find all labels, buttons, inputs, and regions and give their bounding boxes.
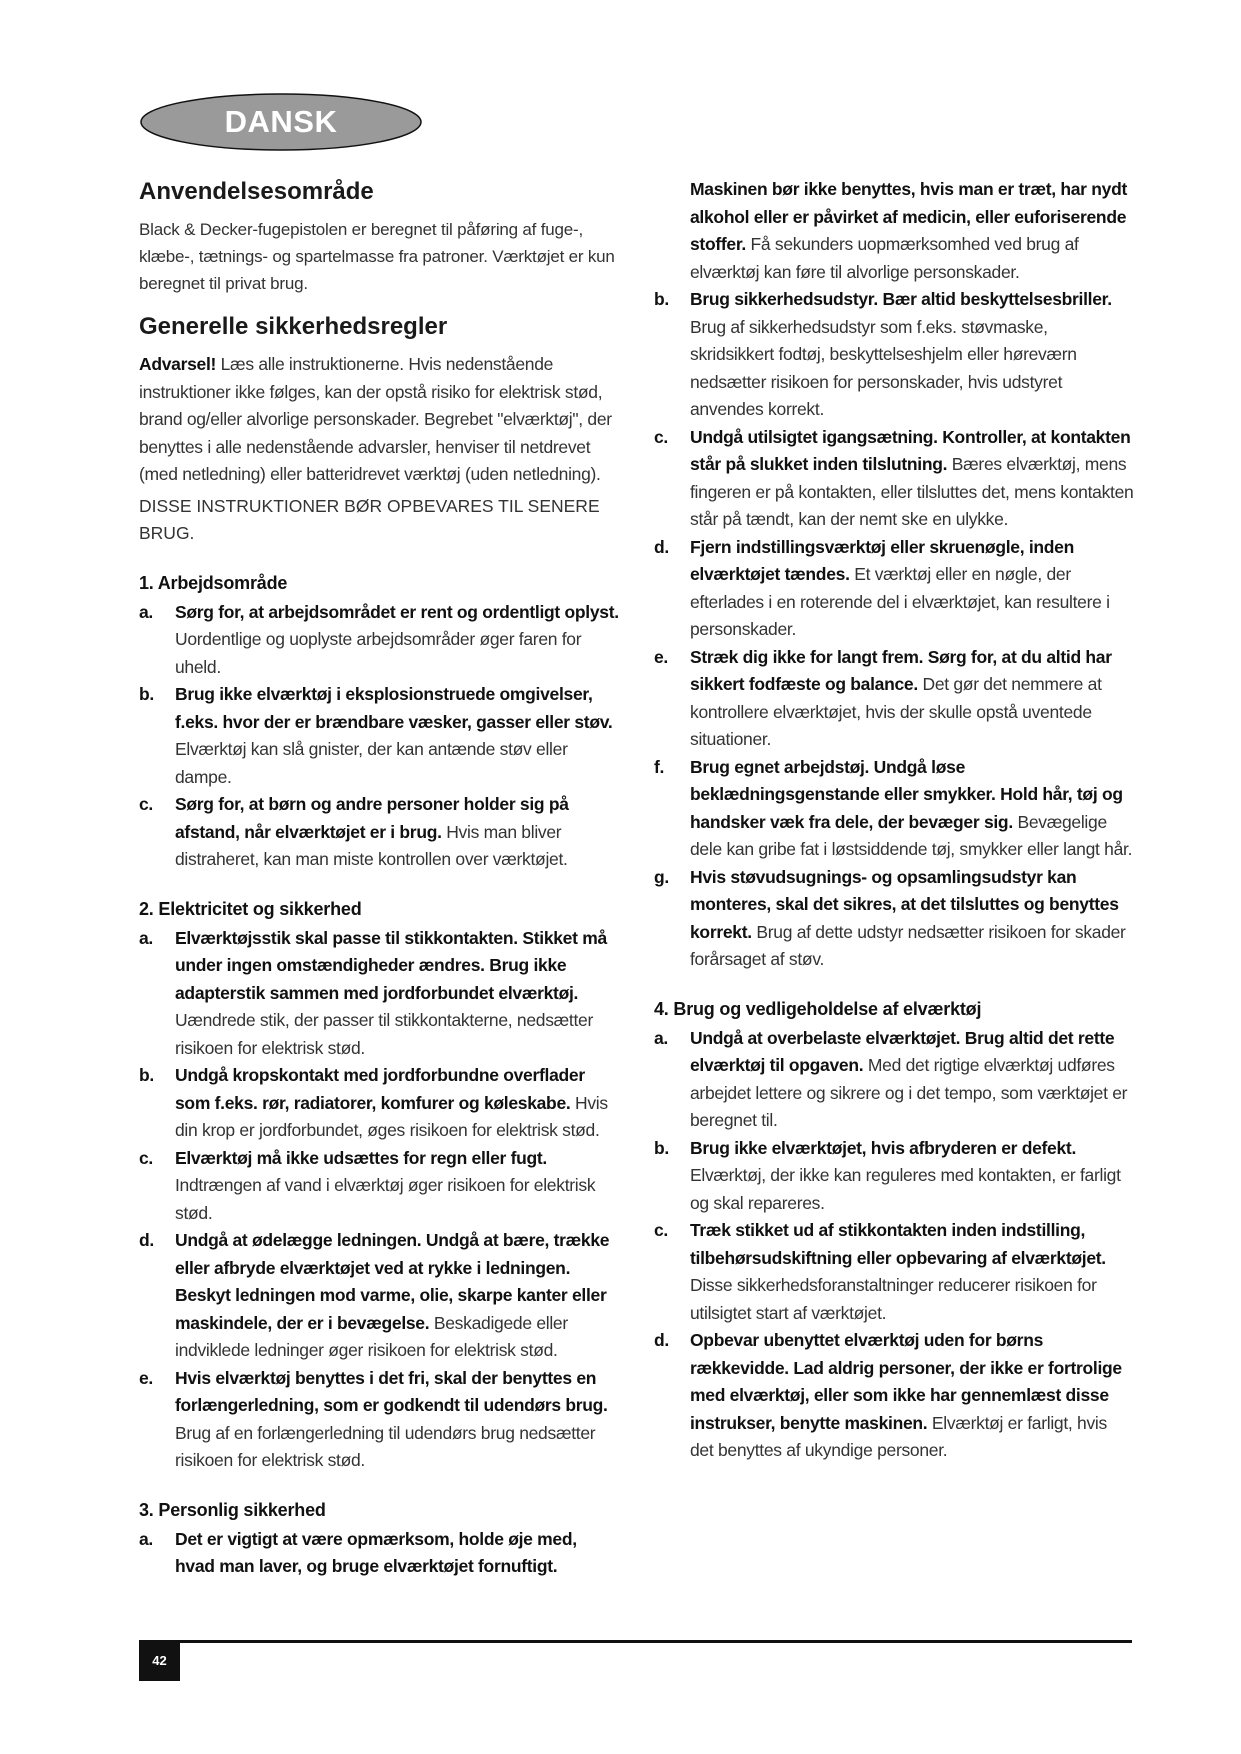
item-bold: Hvis støvudsugnings- og opsamlingsudstyr kan monteres, skal det sikres, at det tilsluttes og benyttes korrekt. — [690, 866, 1119, 942]
warning-paragraph — [139, 351, 619, 489]
section-4-title: 4. Brug og vedligeholdelse af elværktøj — [654, 998, 982, 1019]
item-label: c. — [654, 426, 668, 447]
item-text: Uændrede stik, der passer til stikkontakterne, nedsætter risikoen for elektrisk stød. — [175, 1010, 593, 1058]
section-1-list — [139, 599, 619, 874]
list-item — [139, 791, 619, 874]
list-item — [654, 754, 1134, 864]
list-item — [654, 1135, 1134, 1218]
item-label: e. — [654, 646, 668, 667]
item-bold: Hvis elværktøj benyttes i det fri, skal der benyttes en forlængerledning, som er godkendt til udendørs brug. — [175, 1367, 608, 1415]
list-item — [139, 1227, 619, 1365]
item-text: Beskadigede eller indviklede ledninger øger risikoen for elektrisk stød. — [175, 1312, 568, 1360]
footer-rule — [139, 1640, 1132, 1643]
item-label: b. — [139, 684, 154, 704]
section-1-title: 1. Arbejdsområde — [139, 572, 288, 593]
item-bold: Sørg for, at børn og andre personer holder sig på afstand, når elværktøjet er i brug. — [175, 794, 569, 842]
item-text: Disse sikkerhedsforanstaltninger reducerer risikoen for utilsigtet start af værktøjet. — [690, 1275, 1097, 1323]
item-label: b. — [139, 1065, 154, 1085]
item-label: g. — [654, 866, 669, 887]
item-label: d. — [654, 536, 669, 557]
list-item — [654, 1025, 1134, 1135]
section-3-continued — [654, 176, 1134, 286]
item-bold: Undgå at ødelægge ledningen. Undgå at bære, trække eller afbryde elværktøjet ved at rykke i ledningen. Beskyt ledningen mod varme, olie, skarpe kanter eller maskindele, der er i bevægelse. — [175, 1230, 610, 1333]
item-label: b. — [654, 1137, 669, 1158]
item-bold: Træk stikket ud af stikkontakten inden indstilling, tilbehørsudskiftning eller opbevaring af elværktøjet. — [690, 1220, 1106, 1268]
heading-use: Anvendelsesområde — [139, 178, 374, 205]
item-text: Elværktøj kan slå gnister, der kan antænde støv eller dampe. — [175, 739, 568, 787]
keep-instructions: DISSE INSTRUKTIONER BØR OPBEVARES TIL SENERE BRUG. — [139, 495, 600, 543]
item-text: Hvis man bliver distraheret, kan man miste kontrollen over værktøjet. — [175, 821, 568, 869]
warning-label: Advarsel! — [139, 354, 217, 374]
heading-safety: Generelle sikkerhedsregler — [139, 313, 448, 340]
item-bold: Opbevar ubenyttet elværktøj uden for børns rækkevidde. Lad aldrig personer, der ikke er fortrolige med elværktøj, eller som ikke har gennemlæst disse instrukser, benytte maskinen. — [690, 1330, 1122, 1433]
list-item — [654, 1217, 1134, 1327]
item-text: Brug af dette udstyr nedsætter risikoen for skader forårsaget af støv. — [690, 921, 1126, 969]
item-label: c. — [654, 1220, 668, 1240]
list-item — [654, 864, 1134, 974]
item-bold: Undgå kropskontakt med jordforbundne overflader som f.eks. rør, radiatorer, komfurer og køleskabe. — [175, 1065, 585, 1113]
item-bold: Brug ikke elværktøjet, hvis afbryderen er defekt. — [690, 1137, 1077, 1158]
list-item — [139, 1145, 619, 1228]
item-text: Indtrængen af vand i elværktøj øger risikoen for elektrisk stød. — [175, 1175, 596, 1223]
item-label: e. — [139, 1367, 153, 1388]
item-text: Elværktøj er farligt, hvis det benyttes af ukyndige personer. — [690, 1412, 1107, 1460]
item-bold: Fjern indstillingsværktøj eller skruenøgle, inden elværktøjet tændes. — [690, 536, 1074, 584]
language-label: DANSK — [224, 104, 338, 139]
use-text: Black & Decker-fugepistolen er beregnet til påføring af fuge-, klæbe-, tætnings- og spartelmasse fra patroner. Værktøjet er kun beregnet til privat brug. — [139, 220, 615, 293]
list-item — [139, 681, 619, 791]
item-text: Bæres elværktøj, mens fingeren er på kontakten, eller tilsluttes det, mens kontakten står på tændt, kan der nemt ske en ulykke. — [690, 454, 1134, 529]
item-label: a. — [654, 1027, 668, 1048]
item-label: a. — [139, 927, 153, 948]
item-bold: Brug egnet arbejdstøj. Undgå løse beklædningsgenstande eller smykker. Hold hår, tøj og handsker væk fra dele, der bevæger sig. — [690, 756, 1123, 832]
list-item — [139, 1365, 619, 1475]
item-text: Et værktøj eller en nøgle, der efterlades i en roterende del i elværktøjet, kan resultere i personskader. — [690, 564, 1110, 639]
item-bold: Undgå utilsigtet igangsætning. Kontroller, at kontakten står på slukket inden tilslutning. — [690, 426, 1131, 474]
section-2-list — [139, 925, 619, 1475]
item-bold: Det er vigtigt at være opmærksom, holde øje med, hvad man laver, og bruge elværktøjet fornuftigt. — [175, 1528, 577, 1576]
item-bold: Stræk dig ikke for langt frem. Sørg for, at du altid har sikkert fodfæste og balance. — [690, 646, 1112, 694]
warning-text: Læs alle instruktionerne. Hvis nedenstående instruktioner ikke følges, kan der opstå risiko for elektrisk stød, brand og/eller alvorlige personskader. Begrebet "elværktøj", der benyttes i alle nedenstående advarsler, henviser til netdrevet (med netledning) eller batteridrevet værktøj (uden netledning). — [139, 354, 612, 484]
item-text: Med det rigtige elværktøj udføres arbejdet lettere og sikrere og i det tempo, som værktøjet er beregnet til. — [690, 1055, 1128, 1130]
list-item — [654, 644, 1134, 754]
list-item — [654, 534, 1134, 644]
item-bold: Brug ikke elværktøj i eksplosionstruede omgivelser, f.eks. hvor der er brændbare væsker, gasser eller støv. — [175, 684, 613, 732]
item-bold: Brug sikkerhedsudstyr. Bær altid beskyttelsesbriller. — [690, 289, 1112, 309]
list-item — [139, 1526, 619, 1581]
item-bold: Elværktøj må ikke udsættes for regn eller fugt. — [175, 1147, 547, 1168]
item-bold: Sørg for, at arbejdsområdet er rent og ordentligt oplyst. — [175, 601, 619, 622]
item-bold: Undgå at overbelaste elværktøjet. Brug altid det rette elværktøj til opgaven. — [690, 1027, 1115, 1075]
list-item — [654, 1327, 1134, 1465]
item-text: Det gør det nemmere at kontrollere elværktøjet, hvis der skulle opstå uventede situationer. — [690, 674, 1102, 749]
list-item — [654, 286, 1134, 424]
item-label: d. — [654, 1330, 669, 1350]
item-text: Uordentlige og uoplyste arbejdsområder øger faren for uheld. — [175, 629, 582, 677]
right-column — [654, 176, 1134, 1465]
left-column — [139, 178, 619, 1581]
page-number: 42 — [139, 1641, 180, 1681]
section-3-list — [139, 1526, 619, 1581]
list-item — [139, 925, 619, 1063]
list-item — [654, 424, 1134, 534]
item-text: Få sekunders uopmærksomhed ved brug af elværktøj kan føre til alvorlige personskader. — [690, 234, 1079, 282]
list-item — [139, 599, 619, 682]
item-label: b. — [654, 289, 669, 309]
list-item — [139, 1062, 619, 1145]
item-bold: Elværktøjsstik skal passe til stikkontakten. Stikket må under ingen omstændigheder ændres. Brug ikke adapterstik sammen med jordforbundet elværktøj. — [175, 927, 607, 1003]
item-label: f. — [654, 756, 665, 777]
item-text: Brug af en forlængerledning til udendørs brug nedsætter risikoen for elektrisk stød. — [175, 1422, 596, 1470]
item-text: Hvis din krop er jordforbundet, øges risikoen for elektrisk stød. — [175, 1092, 608, 1140]
item-label: c. — [139, 1147, 153, 1168]
item-text: Bevægelige dele kan gribe fat i løstsiddende tøj, smykker eller langt hår. — [690, 811, 1133, 859]
item-label: d. — [139, 1230, 154, 1250]
section-4-list — [654, 1025, 1134, 1465]
section-2-title: 2. Elektricitet og sikkerhed — [139, 898, 362, 919]
item-bold: Maskinen bør ikke benyttes, hvis man er træt, har nydt alkohol eller er påvirket af medicin, eller euforiserende stoffer. — [690, 179, 1127, 254]
item-label: a. — [139, 601, 153, 622]
language-badge — [139, 92, 423, 152]
item-label: a. — [139, 1528, 153, 1549]
item-text: Brug af sikkerhedsudstyr som f.eks. støvmaske, skridsikkert fodtøj, beskyttelseshjelm eller høreværn nedsætter risikoen for personskader, hvis udstyret anvendes korrekt. — [690, 316, 1077, 419]
item-text: Elværktøj, der ikke kan reguleres med kontakten, er farligt og skal repareres. — [690, 1165, 1121, 1213]
section-3-title: 3. Personlig sikkerhed — [139, 1499, 326, 1520]
section-3-list-continued — [654, 286, 1134, 974]
item-label: c. — [139, 794, 153, 814]
